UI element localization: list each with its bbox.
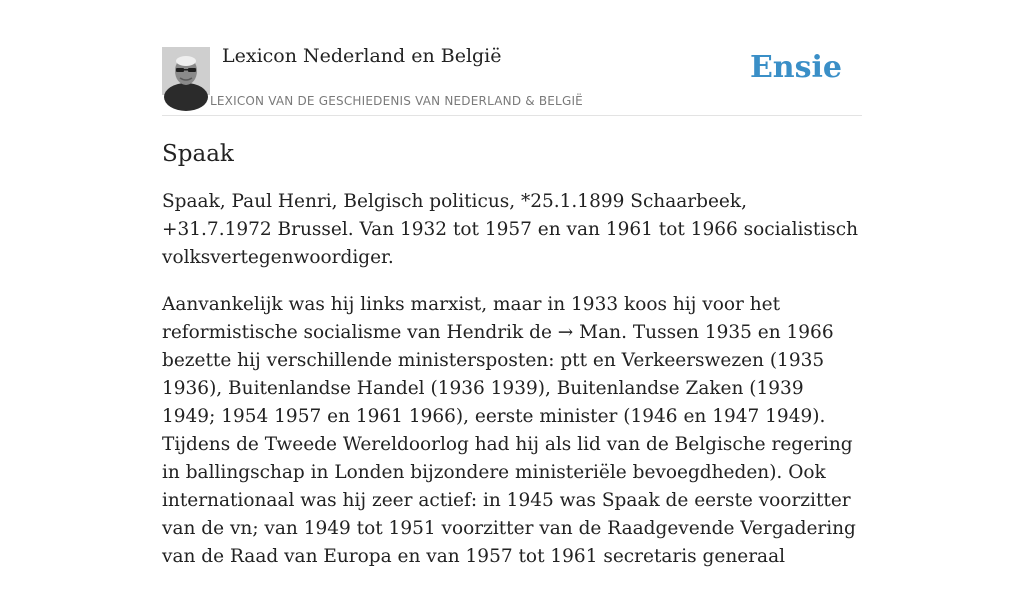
brand-logo[interactable]: Ensie — [749, 50, 842, 85]
author-photo-icon — [162, 47, 210, 95]
article — [162, 138, 862, 590]
source-subtitle: LEXICON VAN DE GESCHIEDENIS VAN NEDERLAND & BELGIË — [210, 94, 583, 108]
article-paragraph: Aanvankelijk was hij links marxist, maar in 1933 koos hij voor het reformistische socialisme van Hendrik de → Man. Tussen 1935 en 1966 bezette hij verschillende ministersposten: ptt en Verkeerswezen (1935 1936), Buitenlandse Handel (1936 1939), Buitenlandse Zaken (1939 1949; 1954 1957 en 1961 1966), eerste minister (1946 en 1947 1949). Tijdens de Tweede Wereldoorlog had hij als lid van de Belgische regering in ballingschap in Londen bijzondere ministeriële bevoegdheden). Ook internationaal was hij zeer actief: in 1945 was Spaak de eerste voorzitter van de vn; van 1949 tot 1951 voorzitter van de Raadgevende Vergadering van de Raad van Europa en van 1957 tot 1961 secretaris generaal — [162, 294, 856, 567]
article-title: Spaak — [162, 141, 234, 167]
article-paragraph: Spaak, Paul Henri, Belgisch politicus, *25.1.1899 Schaarbeek, +31.7.1972 Brussel. Van 1932 tot 1957 en van 1961 tot 1966 socialistisch volksvertegenwoordiger. — [162, 191, 859, 268]
source-header — [162, 0, 862, 116]
source-title[interactable]: Lexicon Nederland en België — [222, 45, 502, 67]
author-avatar[interactable] — [162, 47, 210, 95]
